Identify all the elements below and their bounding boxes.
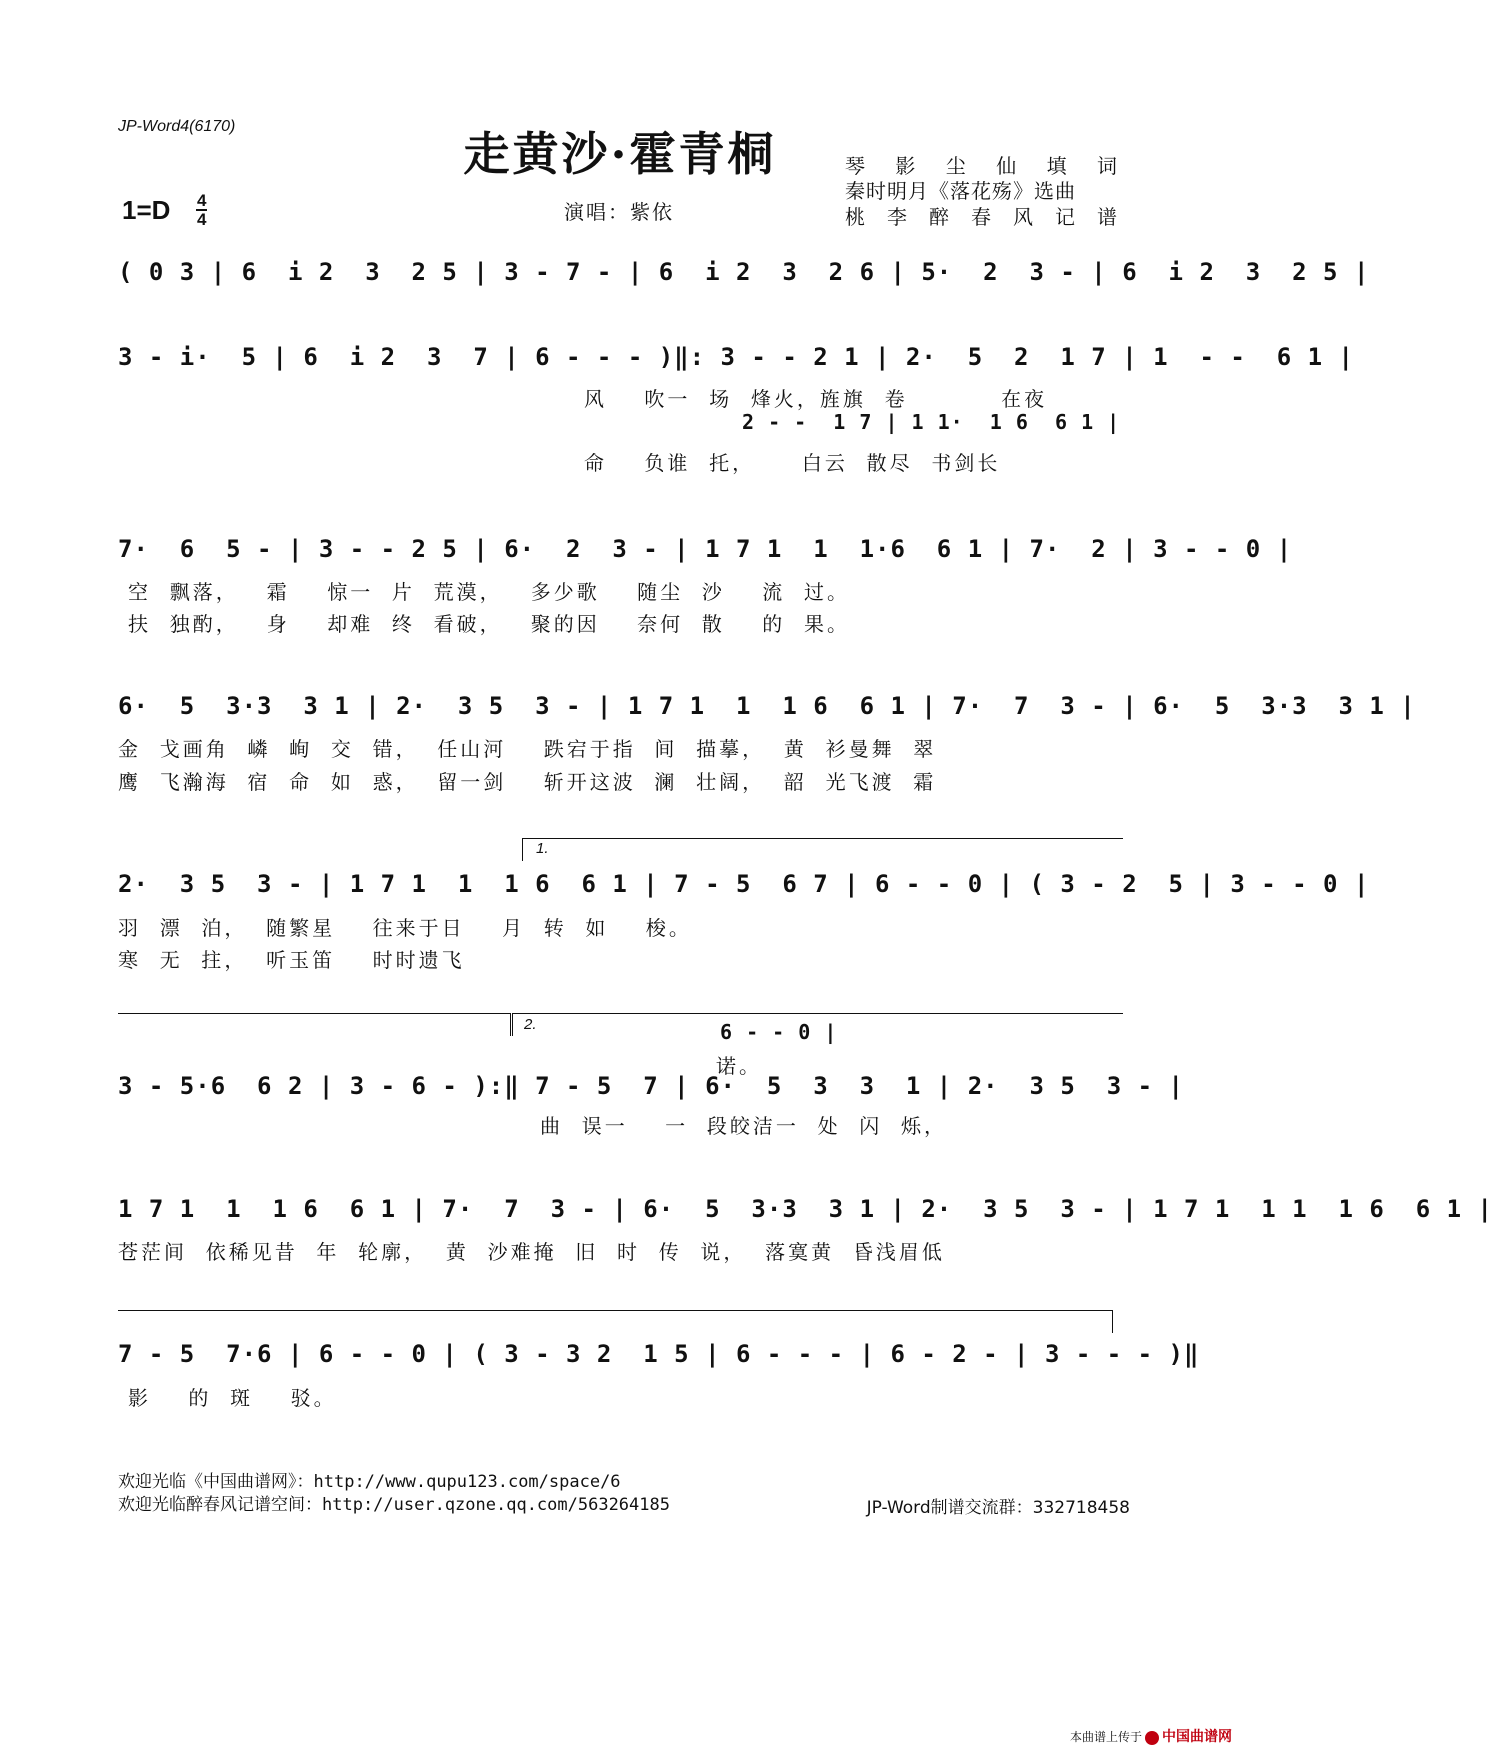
lyric-line-5-verse-1: 羽 漂 泊， 随繁星 往来于日 月 转 如 梭。	[118, 916, 692, 940]
badge-prefix: 本曲谱上传于	[1069, 1730, 1142, 1744]
score-line-2-alt: 2 - - 1 7 | 1 1· 1 6 6 1 |	[742, 410, 1121, 434]
time-denominator: 4	[197, 210, 207, 229]
volta-bracket-1	[522, 838, 1123, 861]
lyric-line-8-verse-1: 影 的 斑 驳。	[128, 1386, 337, 1410]
key-signature: 1=D	[122, 195, 171, 225]
score-line-2: 3 - i· 5 | 6 i 2 3 7 | 6 - - - )‖: 3 - - 2 1 | 2· 5 2 1 7 | 1 - - 6 1 |	[118, 343, 1354, 371]
transcriber-credit: 桃李醉春风记谱	[845, 205, 1120, 229]
singer-label: 演唱：紫依	[564, 200, 674, 224]
lyric-line-2-verse-2: 命 负谁 托， 白云 散尽 书剑长	[584, 451, 1001, 475]
score-line-6-alt: 6 - - 0 |	[720, 1020, 838, 1044]
lyric-line-4-verse-2: 鹰 飞瀚海 宿 命 如 惑， 留一剑 斩开这波 澜 壮阔， 韶 光飞渡 霜	[118, 770, 937, 794]
composer-credit: 秦时明月《落花殇》选曲	[845, 179, 1076, 203]
score-line-3: 7· 6 5 - | 3 - - 2 5 | 6· 2 3 - | 1 7 1 1 1·6 6 1 | 7· 2 | 3 - - 0 |	[118, 535, 1293, 563]
lyric-line-5-verse-2: 寒 无 拄， 听玉笛 时时遗飞	[118, 948, 465, 972]
volta-label-2: 2.	[524, 1016, 537, 1033]
song-title: 走黄沙·霍青桐	[463, 127, 777, 181]
score-line-8: 7 - 5 7·6 | 6 - - 0 | ( 3 - 3 2 1 5 | 6 - - - | 6 - 2 - | 3 - - - )‖	[118, 1340, 1200, 1368]
software-label: JP-Word4(6170)	[118, 118, 236, 135]
lyric-line-7-verse-1: 苍茫间 依稀见昔 年 轮廓， 黄 沙难掩 旧 时 传 说， 落寞黄 昏浅眉低	[118, 1240, 945, 1264]
lyric-line-6-verse-1: 曲 误一 一 段皎洁一 处 闪 烁，	[540, 1114, 948, 1138]
lyric-line-3-verse-1: 空 飘落， 霜 惊一 片 荒漠， 多少歌 随尘 沙 流 过。	[128, 580, 851, 604]
footer-group-info: JP-Word制谱交流群：332718458	[866, 1498, 1130, 1518]
time-numerator: 4	[197, 191, 207, 210]
time-signature	[196, 192, 207, 228]
badge-brand: 中国曲谱网	[1162, 1729, 1232, 1745]
score-line-6: 3 - 5·6 6 2 | 3 - 6 - ):‖ 7 - 5 7 | 6· 5 3 3 1 | 2· 3 5 3 - |	[118, 1072, 1184, 1100]
score-line-5: 2· 3 5 3 - | 1 7 1 1 1 6 6 1 | 7 - 5 6 7 | 6 - - 0 | ( 3 - 2 5 | 3 - - 0 |	[118, 870, 1370, 898]
upload-badge[interactable]	[1070, 1726, 1232, 1746]
lyric-line-2-verse-1: 风 吹一 场 烽火，旌旗 卷 在夜	[584, 387, 1048, 411]
volta-label-1: 1.	[536, 840, 549, 857]
score-line-1: ( 0 3 | 6 i 2 3 2 5 | 3 - 7 - | 6 i 2 3 2 6 | 5· 2 3 - | 6 i 2 3 2 5 |	[118, 258, 1370, 286]
footer-link-qzone[interactable]: 欢迎光临醉春风记谱空间：http://user.qzone.qq.com/563264185	[118, 1495, 670, 1515]
lyric-line-4-verse-1: 金 戈画角 嶙 峋 交 错， 任山河 跌宕于指 间 描摹， 黄 衫曼舞 翠	[118, 737, 937, 761]
lyric-line-3-verse-2: 扶 独酌， 身 却难 终 看破， 聚的因 奈何 散 的 果。	[128, 612, 851, 636]
lyric-line-6-alt: 诺。	[716, 1054, 762, 1078]
lyricist-credit: 琴影尘仙填词	[845, 154, 1120, 178]
volta-bracket-1-end	[118, 1013, 511, 1036]
score-line-4: 6· 5 3·3 3 1 | 2· 3 5 3 - | 1 7 1 1 1 6 6 1 | 7· 7 3 - | 6· 5 3·3 3 1 |	[118, 692, 1416, 720]
site-logo-icon	[1145, 1731, 1159, 1745]
footer-link-qupu[interactable]: 欢迎光临《中国曲谱网》：http://www.qupu123.com/space/6	[118, 1472, 621, 1492]
final-bracket	[118, 1310, 1113, 1333]
score-line-7: 1 7 1 1 1 6 6 1 | 7· 7 3 - | 6· 5 3·3 3 1 | 2· 3 5 3 - | 1 7 1 1 1 1 6 6 1 |	[118, 1195, 1493, 1223]
